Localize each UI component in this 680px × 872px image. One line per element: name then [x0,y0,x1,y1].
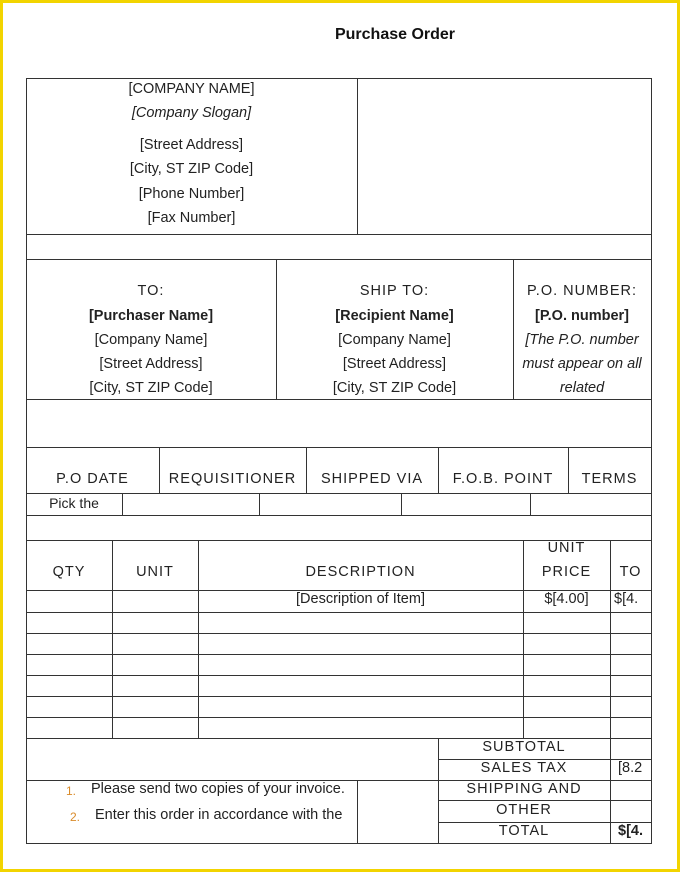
sales-tax-value[interactable]: [8.2 [618,760,643,776]
to-city: [City, ST ZIP Code] [89,380,213,396]
po-number-label: P.O. NUMBER: [526,283,638,299]
po-note-line-2: must appear on all [522,356,642,372]
border [26,447,652,448]
company-fax: [Fax Number] [147,210,236,226]
border [26,612,652,613]
company-street: [Street Address] [139,137,244,153]
border [26,493,652,494]
document-title: Purchase Order [334,26,456,43]
border [357,780,358,844]
header-unit: UNIT [136,564,174,580]
header-description: DESCRIPTION [305,564,416,580]
header-po-date: P.O DATE [56,471,129,487]
to-purchaser-name: [Purchaser Name] [88,308,214,324]
border [26,78,652,79]
border [513,259,514,399]
border [530,493,531,515]
ship-to-label: SHIP TO: [359,283,430,299]
shipping-label-line-2: OTHER [496,802,552,818]
border [276,259,277,399]
to-label: TO: [137,283,165,299]
header-shipped-via: SHIPPED VIA [320,471,424,487]
border [26,234,652,235]
border [651,78,652,844]
ship-to-recipient-name: [Recipient Name] [335,308,454,324]
header-unit-price-line-2: PRICE [541,564,592,580]
to-street: [Street Address] [99,356,203,372]
sales-tax-label: SALES TAX [480,760,568,776]
border [122,493,123,515]
item-total[interactable]: $[4. [614,591,639,607]
ship-to-city: [City, ST ZIP Code] [332,380,457,396]
value-po-date[interactable]: Pick the [49,495,99,511]
border [26,843,652,844]
border [26,675,652,676]
note-text: Please send two copies of your invoice. [91,781,345,797]
item-description[interactable]: [Description of Item] [296,591,425,607]
note-number: 1. [66,784,77,798]
po-number-value: [P.O. number] [535,308,629,324]
border [610,738,611,844]
border [401,493,402,515]
company-slogan: [Company Slogan] [131,105,252,121]
po-note-line-3: related [559,380,605,396]
company-city: [City, ST ZIP Code] [129,161,254,177]
note-text: Enter this order in accordance with the [95,807,343,823]
border [438,800,652,801]
border [26,259,652,260]
header-total: TO [619,564,642,580]
border [26,717,652,718]
company-name: [COMPANY NAME] [128,81,255,97]
border [26,399,652,400]
item-unit-price[interactable]: $[4.00] [544,591,589,607]
border [26,696,652,697]
subtotal-label: SUBTOTAL [482,739,566,755]
header-unit-price-line-1: UNIT [547,540,586,556]
total-label: TOTAL [498,823,550,839]
to-company: [Company Name] [94,332,208,348]
header-requisitioner: REQUISITIONER [168,471,297,487]
border [357,78,358,234]
company-phone: [Phone Number] [138,186,245,202]
header-terms: TERMS [581,471,638,487]
total-value[interactable]: $[4. [618,823,643,839]
border [259,493,260,515]
border [26,515,652,516]
note-number: 2. [70,810,81,824]
border [26,633,652,634]
header-fob-point: F.O.B. POINT [452,471,554,487]
border [26,654,652,655]
ship-to-company: [Company Name] [338,332,451,348]
header-qty: QTY [52,564,86,580]
po-note-line-1: [The P.O. number [525,332,639,348]
shipping-label-line-1: SHIPPING AND [466,781,582,797]
ship-to-street: [Street Address] [342,356,447,372]
